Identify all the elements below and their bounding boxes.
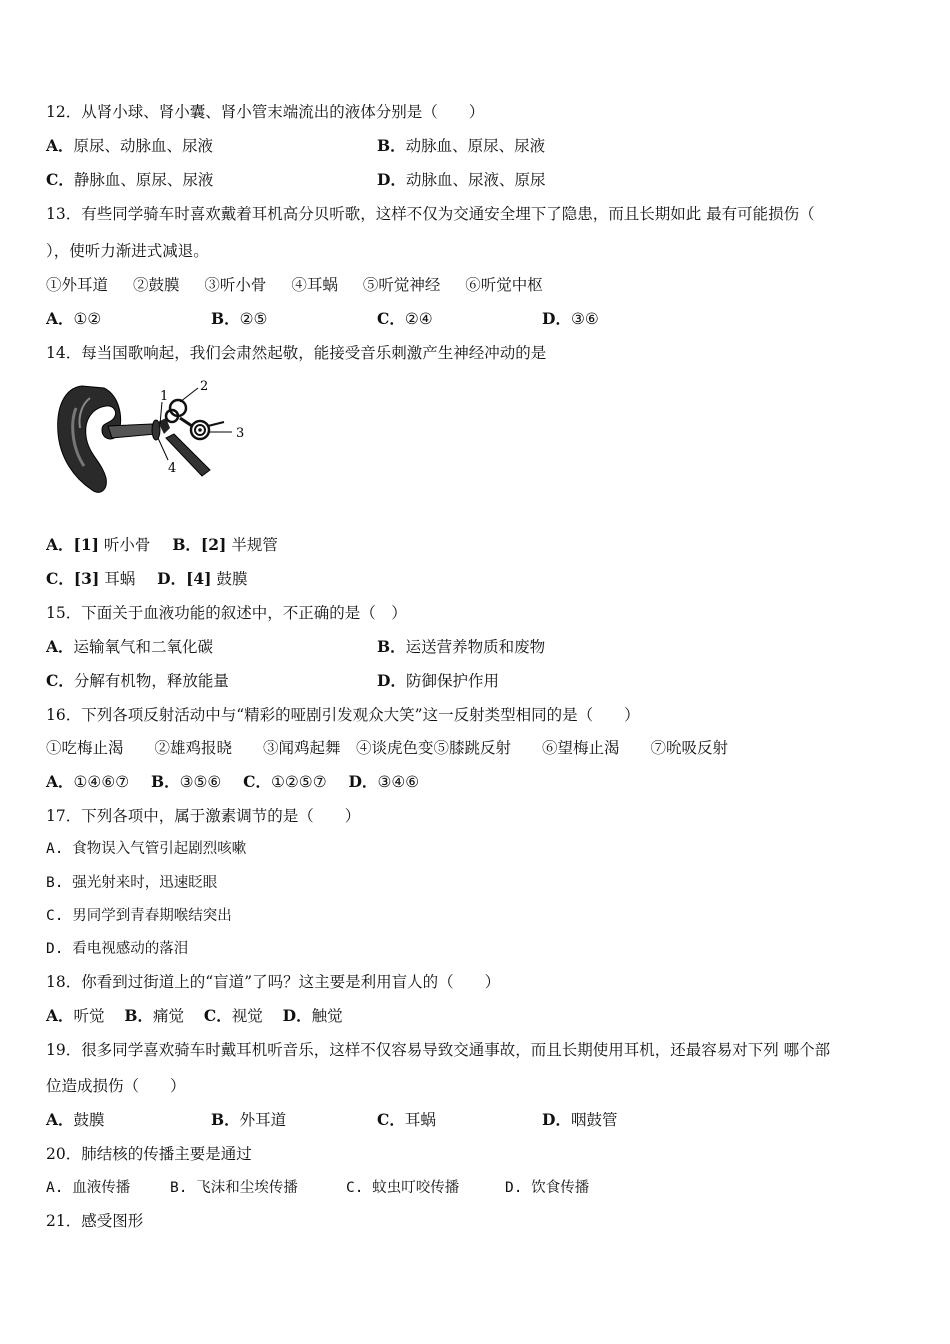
option-a-text: 原尿、动脉血、尿液 xyxy=(73,137,214,155)
q19-stem-line1: 19．很多同学喜欢骑车时戴耳机听音乐，这样不仅容易导致交通事故，而且长期使用耳机，还最容易对下列 哪个部 xyxy=(46,1041,831,1059)
option-b-label: B． xyxy=(211,309,240,328)
q16-items: ①吃梅止渴 ②雄鸡报晓 ③闻鸡起舞 ④谈虎色变⑤膝跳反射 ⑥望梅止渴 ⑦吮吸反射 xyxy=(46,739,729,757)
option-a-text: 鼓膜 xyxy=(73,1111,105,1129)
q13-item: ①外耳道 xyxy=(46,276,109,294)
q14-options-row1 xyxy=(46,535,278,555)
figure-label-2: 2 xyxy=(200,379,209,394)
option-c-label: C． xyxy=(243,772,272,791)
option-c-text: ①②⑤⑦ xyxy=(271,773,327,791)
q19-option-a xyxy=(46,1110,105,1130)
option-d-text: ③⑥ xyxy=(570,310,599,328)
q12-option-a xyxy=(46,136,213,156)
option-d-label: D．[4] xyxy=(157,569,212,588)
option-d-label: D． xyxy=(542,1110,571,1129)
q13-item: ④耳蜗 xyxy=(291,276,338,294)
q12-option-d xyxy=(377,170,545,190)
q13-stem-line2: ），使听力渐进式减退。 xyxy=(46,242,209,260)
q12-option-b xyxy=(377,136,545,156)
q14-options-row2 xyxy=(46,569,247,589)
ear-canal-shape xyxy=(108,424,156,438)
option-c-label: C． xyxy=(203,1006,232,1025)
q19-option-d xyxy=(542,1110,617,1130)
q20-stem: 20．肺结核的传播主要是通过 xyxy=(46,1145,252,1163)
q13-item: ②鼓膜 xyxy=(132,276,180,294)
q14-stem: 14．每当国歌响起，我们会肃然起敬，能接受音乐刺激产生神经冲动的是 xyxy=(46,344,547,362)
q21-stem: 21．感受图形 xyxy=(46,1212,144,1230)
q13-option-a xyxy=(46,309,101,329)
q12-option-c xyxy=(46,170,213,190)
option-a-label: A． xyxy=(46,1006,74,1025)
option-b-label: B． xyxy=(211,1110,240,1129)
ear-anatomy-figure xyxy=(52,378,262,503)
q19-option-b xyxy=(211,1110,286,1130)
option-a-text: 运输氧气和二氧化碳 xyxy=(73,638,214,656)
option-d-text: 动脉血、尿液、原尿 xyxy=(405,171,546,189)
q13-option-b xyxy=(211,309,267,329)
q16-options xyxy=(46,772,419,792)
q18-options xyxy=(46,1006,343,1026)
figure-label-3: 3 xyxy=(236,426,245,441)
option-a-text: 听觉 xyxy=(73,1007,105,1025)
option-c-text: ②④ xyxy=(404,310,433,328)
q13-item: ⑤听觉神经 xyxy=(362,276,441,294)
q17-option-b: B. 强光射来时，迅速眨眼 xyxy=(46,875,218,891)
option-c-text: 静脉血、原尿、尿液 xyxy=(73,171,214,189)
option-b-label: B． xyxy=(377,136,406,155)
option-d-text: 咽鼓管 xyxy=(570,1111,618,1129)
q13-stem-line1: 13．有些同学骑车时喜欢戴着耳机高分贝听歌，这样不仅为交通安全埋下了隐患，而且长期如此 最有可能损伤（ xyxy=(46,205,815,223)
option-b-text: 动脉血、原尿、尿液 xyxy=(405,137,546,155)
option-d-text: 防御保护作用 xyxy=(405,672,499,690)
option-a-label: A． xyxy=(46,637,74,656)
option-c-label: C． xyxy=(377,309,405,328)
q13-option-c xyxy=(377,309,433,329)
option-a-text: ①② xyxy=(73,310,102,328)
option-b-text: 运送营养物质和废物 xyxy=(405,638,546,656)
q16-stem: 16．下列各项反射活动中与“精彩的哑剧引发观众大笑”这一反射类型相同的是（ ） xyxy=(46,706,640,724)
option-c-text: 耳蜗 xyxy=(104,570,136,588)
option-c-label: C．[3] xyxy=(46,569,100,588)
option-a-text: 听小骨 xyxy=(103,536,151,554)
option-b-text: ③⑤⑥ xyxy=(179,773,222,791)
option-b-label: B． xyxy=(151,772,180,791)
option-c-label: C． xyxy=(46,671,74,690)
q19-stem-line2: 位造成损伤（ ） xyxy=(46,1077,186,1095)
q15-option-a xyxy=(46,637,213,657)
option-b-text: 半规管 xyxy=(231,536,278,554)
option-c-text: 视觉 xyxy=(231,1007,263,1025)
q17-option-a: A. 食物误入气管引起剧烈咳嗽 xyxy=(46,841,247,857)
figure-label-4: 4 xyxy=(168,461,177,476)
q19-option-c xyxy=(377,1110,436,1130)
option-c-label: C． xyxy=(377,1110,405,1129)
q17-option-d: D. 看电视感动的落泪 xyxy=(46,941,189,957)
option-c-label: C． xyxy=(46,170,74,189)
option-a-label: A．[1] xyxy=(46,535,99,554)
option-c-text: 耳蜗 xyxy=(404,1111,436,1129)
q13-items xyxy=(46,275,543,295)
option-b-label: B． xyxy=(377,637,406,656)
option-c-text: 分解有机物，释放能量 xyxy=(73,672,229,690)
q12-stem: 12．从肾小球、肾小囊、肾小管末端流出的液体分别是（ ） xyxy=(46,103,485,121)
q20-option-a: A. 血液传播 xyxy=(46,1180,131,1196)
option-d-label: D． xyxy=(542,309,571,328)
q17-option-c: C. 男同学到青春期喉结突出 xyxy=(46,908,232,924)
auricle-shape xyxy=(58,386,121,492)
option-b-label: B． xyxy=(124,1006,154,1025)
q20-option-b: B. 飞沫和尘埃传播 xyxy=(170,1180,298,1196)
option-d-label: D． xyxy=(377,671,406,690)
option-a-label: A． xyxy=(46,136,74,155)
q20-option-c: C. 蚊虫叮咬传播 xyxy=(346,1180,460,1196)
option-b-text: 痛觉 xyxy=(153,1007,185,1025)
q15-option-c xyxy=(46,671,229,691)
option-d-label: D． xyxy=(282,1006,312,1025)
option-b-text: ②⑤ xyxy=(239,310,268,328)
q15-stem: 15．下面关于血液功能的叙述中，不正确的是（ ） xyxy=(46,604,407,622)
q13-option-d xyxy=(542,309,599,329)
q15-option-b xyxy=(377,637,545,657)
option-d-label: D． xyxy=(348,772,378,791)
q20-option-d: D. 饮食传播 xyxy=(505,1180,590,1196)
q13-item: ⑥听觉中枢 xyxy=(465,276,543,294)
option-d-text: 鼓膜 xyxy=(216,570,248,588)
q13-item: ③听小骨 xyxy=(204,276,267,294)
option-d-label: D． xyxy=(377,170,406,189)
q17-stem: 17．下列各项中，属于激素调节的是（ ） xyxy=(46,807,361,825)
option-d-text: ③④⑥ xyxy=(377,773,420,791)
option-a-label: A． xyxy=(46,309,74,328)
q18-stem: 18．你看到过街道上的“盲道”了吗？这主要是利用盲人的（ ） xyxy=(46,973,501,991)
figure-label-1: 1 xyxy=(160,389,169,404)
option-d-text: 触觉 xyxy=(311,1007,343,1025)
option-a-text: ①④⑥⑦ xyxy=(73,773,130,791)
q15-option-d xyxy=(377,671,499,691)
option-a-label: A． xyxy=(46,1110,74,1129)
option-b-text: 外耳道 xyxy=(239,1111,287,1129)
option-a-label: A． xyxy=(46,772,74,791)
option-b-label: B．[2] xyxy=(172,535,227,554)
